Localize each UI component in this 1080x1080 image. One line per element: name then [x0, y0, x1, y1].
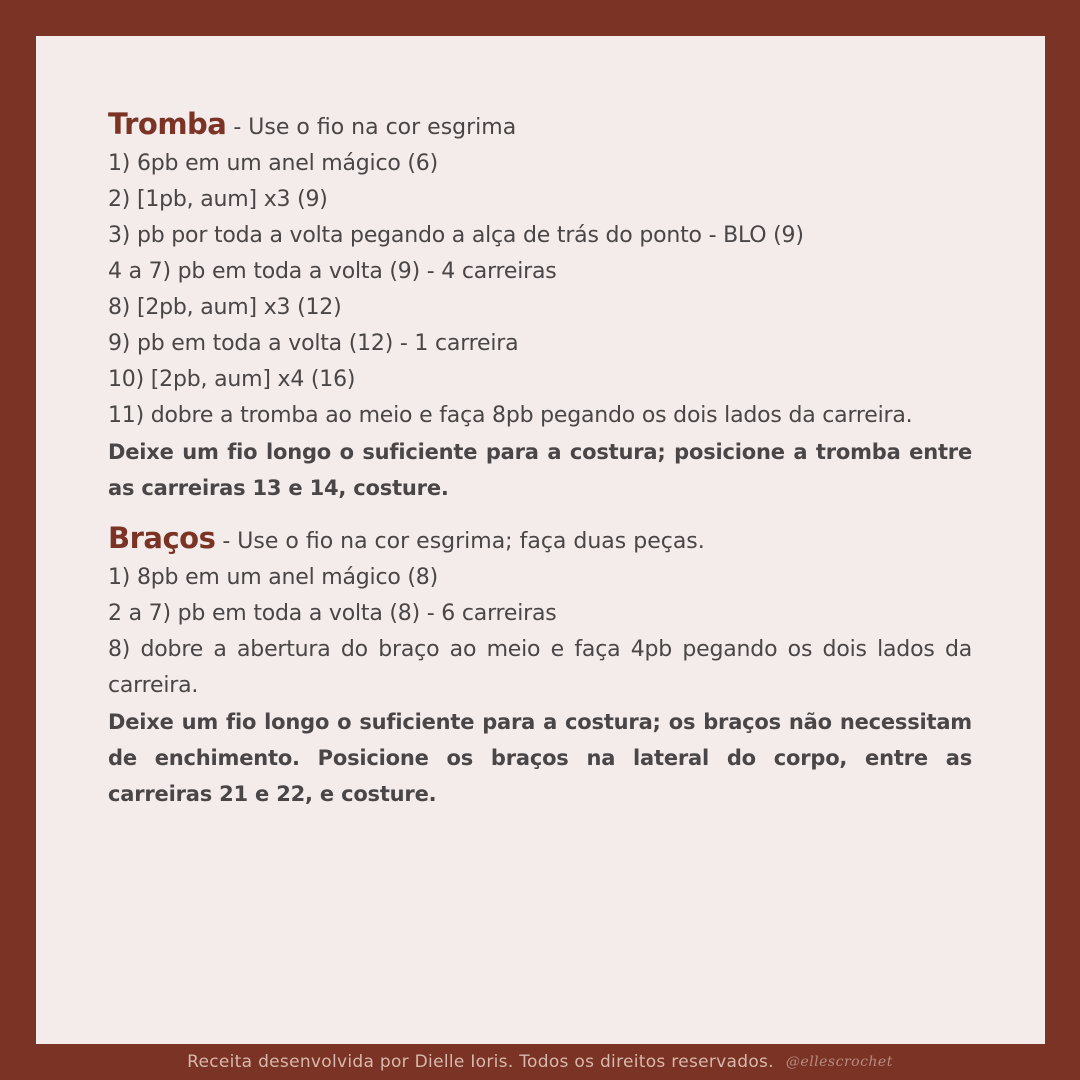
step-item: 1) 6pb em um anel mágico (6): [108, 151, 438, 176]
section-note: Deixe um fio longo o suficiente para a costura; posicione a tromba entre as carreiras 13 e 14, costure.: [108, 440, 972, 500]
section-subtitle: - Use o fio na cor esgrima: [226, 115, 517, 140]
step-item: 8) [2pb, aum] x3 (12): [108, 295, 342, 320]
step-item: 2 a 7) pb em toda a volta (8) - 6 carreiras: [108, 601, 557, 626]
step-item: 8) dobre a abertura do braço ao meio e faça 4pb pegando os dois lados da carreira.: [108, 637, 972, 698]
step-item: 11) dobre a tromba ao meio e faça 8pb pegando os dois lados da carreira.: [108, 403, 913, 428]
section-bracos: [108, 520, 972, 812]
footer: [0, 1044, 1080, 1080]
section-title: Tromba: [108, 107, 227, 141]
section-heading: [108, 520, 972, 560]
section-note: Deixe um fio longo o suficiente para a costura; os braços não necessitam de enchimento. Posicione os braços na lateral do corpo, entre as carreiras 21 e 22, e costure.: [108, 710, 972, 806]
signature-handle: @ellescrochet: [785, 1054, 893, 1070]
step-item: 10) [2pb, aum] x4 (16): [108, 367, 356, 392]
section-subtitle: - Use o fio na cor esgrima; faça duas peças.: [215, 529, 705, 554]
section-title: Braços: [108, 521, 216, 555]
step-item: 9) pb em toda a volta (12) - 1 carreira: [108, 331, 519, 356]
step-item: 3) pb por toda a volta pegando a alça de trás do ponto - BLO (9): [108, 223, 804, 248]
recipe-card: [36, 36, 1045, 1044]
section-heading: [108, 106, 972, 146]
step-item: 4 a 7) pb em toda a volta (9) - 4 carreiras: [108, 259, 557, 284]
step-item: 2) [1pb, aum] x3 (9): [108, 187, 328, 212]
recipe-content: [108, 106, 972, 826]
copyright-text: Receita desenvolvida por Dielle Ioris. Todos os direitos reservados.: [187, 1052, 774, 1072]
section-tromba: [108, 106, 972, 506]
step-item: 1) 8pb em um anel mágico (8): [108, 565, 438, 590]
